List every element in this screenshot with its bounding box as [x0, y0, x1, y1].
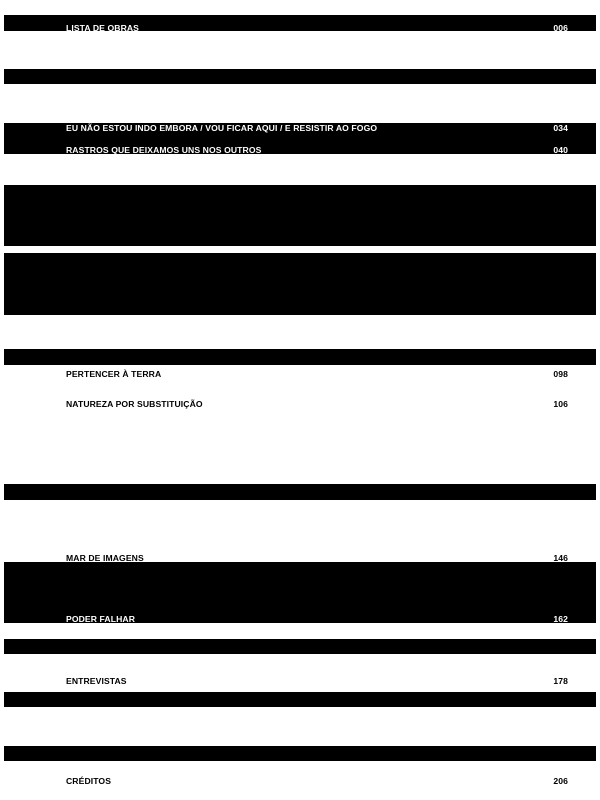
black-band: [4, 69, 596, 84]
toc-entry[interactable]: [66, 551, 568, 565]
black-band: [4, 692, 596, 707]
toc-entry-title: PODER FALHAR: [66, 614, 135, 624]
toc-entry-page-number: 146: [553, 553, 568, 563]
toc-entry[interactable]: [66, 612, 568, 626]
toc-entry[interactable]: [66, 143, 568, 157]
toc-entry[interactable]: [66, 367, 568, 381]
toc-entry-page-number: 206: [553, 776, 568, 786]
toc-entry-title: PERTENCER À TERRA: [66, 369, 162, 379]
black-band: [4, 349, 596, 365]
toc-entry-title: CRÉDITOS: [66, 776, 112, 786]
toc-entry-title: NATUREZA POR SUBSTITUIÇÃO: [66, 399, 203, 409]
black-band: [4, 253, 596, 315]
toc-entry-page-number: 034: [553, 123, 568, 133]
black-band: [4, 639, 596, 654]
toc-entry-page-number: 178: [553, 676, 568, 686]
toc-entry-page-number: 162: [553, 614, 568, 624]
toc-entry-title: LISTA DE OBRAS: [66, 23, 140, 33]
toc-entry[interactable]: [66, 397, 568, 411]
black-band: [4, 185, 596, 246]
toc-entry[interactable]: [66, 774, 568, 788]
toc-entry-page-number: 098: [553, 369, 568, 379]
black-band: [4, 746, 596, 761]
toc-entry-title: MAR DE IMAGENS: [66, 553, 144, 563]
toc-entry-title: ENTREVISTAS: [66, 676, 127, 686]
toc-entry-title: EU NÃO ESTOU INDO EMBORA / VOU FICAR AQUI / E RESISTIR AO FOGO: [66, 123, 378, 133]
toc-entry-page-number: 040: [553, 145, 568, 155]
toc-entry-page-number: 006: [553, 23, 568, 33]
toc-entry[interactable]: [66, 21, 568, 35]
toc-entry-title: RASTROS QUE DEIXAMOS UNS NOS OUTROS: [66, 145, 262, 155]
toc-entry[interactable]: [66, 674, 568, 688]
black-band: [4, 484, 596, 500]
toc-entry-page-number: 106: [553, 399, 568, 409]
toc-entry[interactable]: [66, 121, 568, 135]
